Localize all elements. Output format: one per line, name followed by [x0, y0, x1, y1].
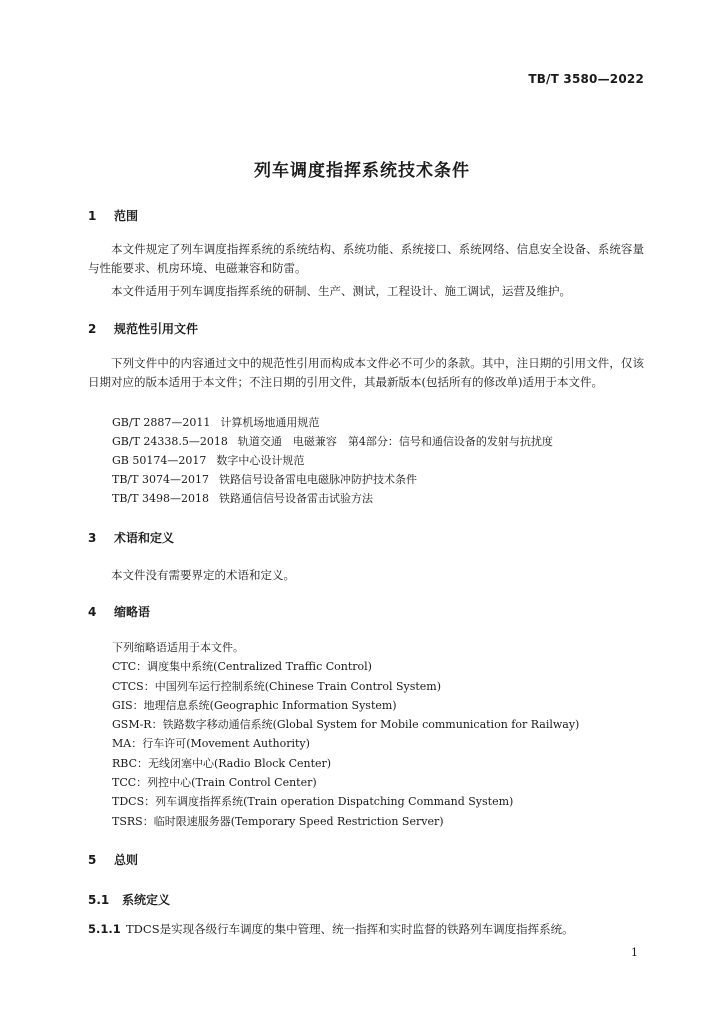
reference-item: [112, 451, 553, 470]
section-number: 3: [88, 531, 97, 545]
section-1-paragraph-2: 本文件适用于列车调度指挥系统的研制、生产、测试，工程设计、施工调试，运营及维护。: [111, 284, 571, 298]
reference-title: 计算机场地通用规范: [220, 416, 320, 429]
abbreviation-item: GSM-R：铁路数字移动通信系统(Global System for Mobile communication for Railway): [112, 718, 580, 732]
clause-5-1-1: [88, 921, 574, 937]
clause-text: TDCS是实现各级行车调度的集中管理、统一指挥和实时监督的铁路列车调度指挥系统。: [126, 922, 574, 936]
section-number: 5: [88, 853, 97, 867]
section-number: 1: [88, 209, 97, 223]
reference-title: 轨道交通 电磁兼容 第4部分：信号和通信设备的发射与抗扰度: [237, 435, 553, 448]
section-1-paragraph-1: 本文件规定了列车调度指挥系统的系统结构、系统功能、系统接口、系统网络、信息安全设备、系统容量与性能要求、机房环境、电磁兼容和防雷。: [88, 242, 644, 275]
standard-code: TB/T 3580—2022: [528, 72, 644, 86]
section-number: 4: [88, 605, 97, 619]
section-5-1-heading: [88, 891, 170, 908]
reference-item: [112, 489, 553, 508]
abbreviation-item: GIS：地理信息系统(Geographic Information System): [112, 698, 397, 712]
clause-number: 5.1.1: [88, 922, 121, 936]
abbreviation-item: MA：行车许可(Movement Authority): [112, 737, 310, 751]
reference-code: GB/T 24338.5—2018: [112, 435, 228, 448]
abbreviation-item: TCC：列控中心(Train Control Center): [112, 776, 317, 790]
abbreviations-intro: 下列缩略语适用于本文件。: [112, 641, 244, 654]
section-title: 系统定义: [122, 893, 171, 907]
reference-item: [112, 470, 553, 489]
section-4-heading: [88, 603, 150, 620]
abbreviation-item: RBC：无线闭塞中心(Radio Block Center): [112, 756, 332, 770]
section-number: 5.1: [88, 893, 110, 907]
reference-item: [112, 413, 553, 432]
abbreviation-item: TSRS：临时限速服务器(Temporary Speed Restriction Server): [112, 814, 444, 828]
abbreviation-item: TDCS：列车调度指挥系统(Train operation Dispatching Command System): [112, 795, 514, 809]
abbreviation-item: CTCS：中国列车运行控制系统(Chinese Train Control System): [112, 679, 442, 693]
reference-code: GB 50174—2017: [112, 454, 207, 467]
section-3-text: 本文件没有需要界定的术语和定义。: [111, 568, 295, 582]
section-5-heading: [88, 851, 138, 868]
section-title: 术语和定义: [114, 531, 175, 545]
section-title: 缩略语: [114, 605, 151, 619]
section-title: 范围: [114, 209, 139, 223]
section-title: 规范性引用文件: [114, 322, 199, 336]
section-1-heading: [88, 207, 138, 224]
reference-title: 铁路信号设备雷电电磁脉冲防护技术条件: [218, 473, 417, 486]
section-2-intro: 下列文件中的内容通过文中的规范性引用而构成本文件必不可少的条款。其中，注日期的引用文件，仅该日期对应的版本适用于本文件；不注日期的引用文件，其最新版本(包括所有的修改单)适用于本文件。: [88, 356, 644, 389]
document-title: 列车调度指挥系统技术条件: [254, 161, 470, 181]
abbreviation-item: CTC：调度集中系统(Centralized Traffic Control): [112, 660, 372, 674]
section-number: 2: [88, 322, 97, 336]
abbreviations-list: [112, 638, 579, 831]
reference-title: 铁路通信信号设备雷击试验方法: [218, 492, 373, 505]
page-number: 1: [631, 946, 638, 959]
reference-item: [112, 432, 553, 451]
reference-title: 数字中心设计规范: [216, 454, 305, 467]
section-title: 总则: [114, 853, 139, 867]
normative-references-list: [112, 413, 553, 508]
reference-code: TB/T 3498—2018: [112, 492, 209, 505]
reference-code: TB/T 3074—2017: [112, 473, 209, 486]
reference-code: GB/T 2887—2011: [112, 416, 211, 429]
section-3-heading: [88, 529, 174, 546]
section-2-heading: [88, 320, 198, 337]
